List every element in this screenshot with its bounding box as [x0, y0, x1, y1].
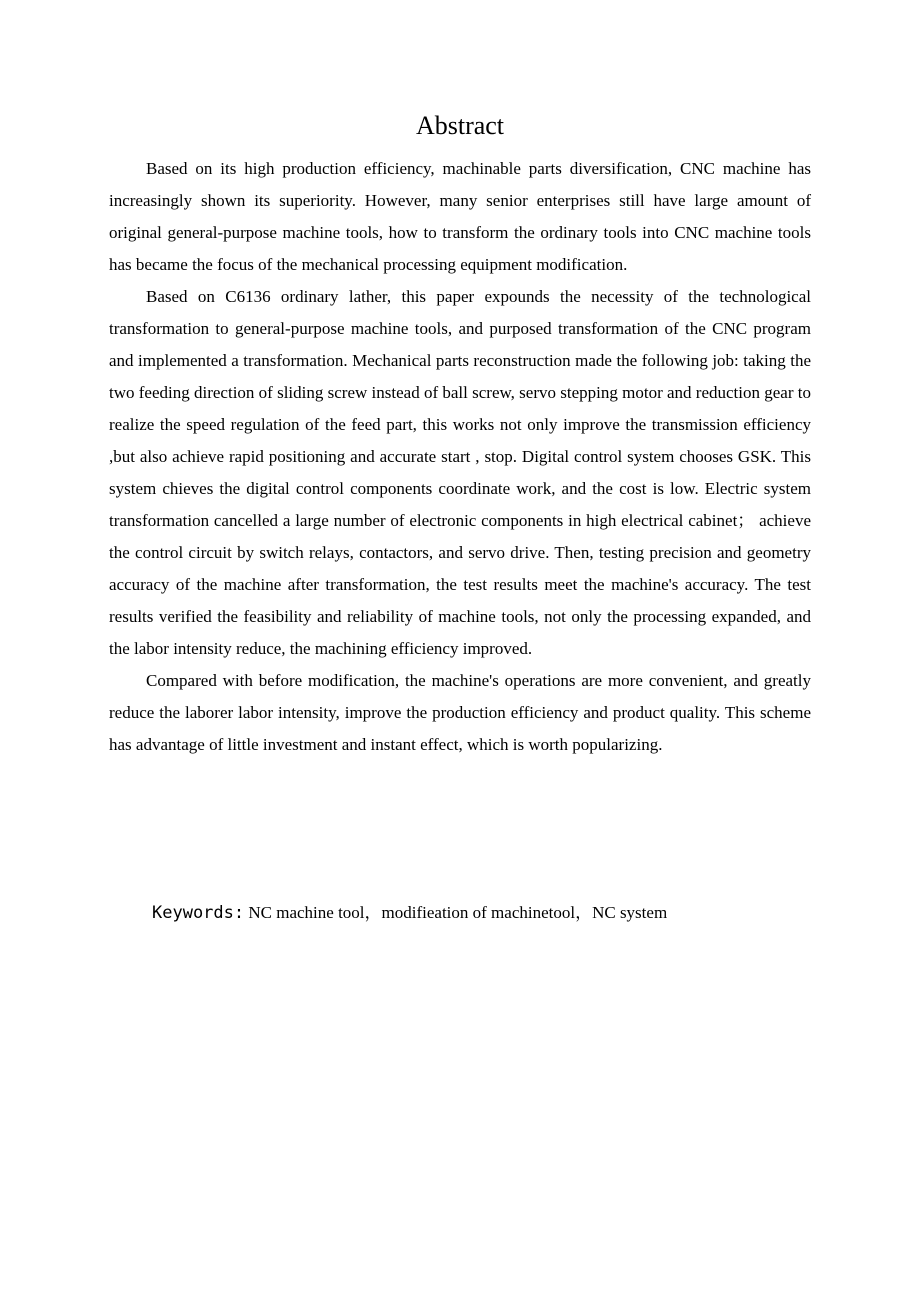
page-title: Abstract: [415, 111, 505, 140]
keywords-line: [152, 899, 832, 927]
abstract-paragraph-2: Based on C6136 ordinary lather, this paper expounds the necessity of the technological transformation to general-purpose machine tools, and purposed transformation of the CNC program and implemented a transformation. Mechanical parts reconstruction made the following job: taking the two feeding direction of sliding screw instead of ball screw, servo stepping motor and reduction gear to realize the speed regulation of the feed part, this works not only improve the transmission efficiency ,but also achieve rapid positioning and accurate start , stop. Digital control system chooses GSK. This system chieves the digital control components coordinate work, and the cost is low. Electric system transformation cancelled a large number of electronic components in high electrical cabinet； achieve the control circuit by switch relays, contactors, and servo drive. Then, testing precision and geometry accuracy of the machine after transformation, the test results meet the machine's accuracy. The test results verified the feasibility and reliability of machine tools, not only the processing expanded, and the labor intensity reduce, the machining efficiency improved.: [109, 287, 811, 658]
abstract-paragraph-1: Based on its high production efficiency, machinable parts diversification, CNC machine has increasingly shown its superiority. However, many senior enterprises still have large amount of original general-purpose machine tools, how to transform the ordinary tools into CNC machine tools has became the focus of the mechanical processing equipment modification.: [109, 159, 811, 274]
abstract-paragraph-3: Compared with before modification, the machine's operations are more convenient, and greatly reduce the laborer labor intensity, improve the production efficiency and product quality. This scheme has advantage of little investment and instant effect, which is worth popularizing.: [109, 671, 811, 754]
keywords-label: Keywords:: [152, 903, 245, 923]
abstract-body: [109, 153, 811, 761]
keywords-value: NC machine tool，modifieation of machinetool，NC system: [244, 903, 668, 922]
